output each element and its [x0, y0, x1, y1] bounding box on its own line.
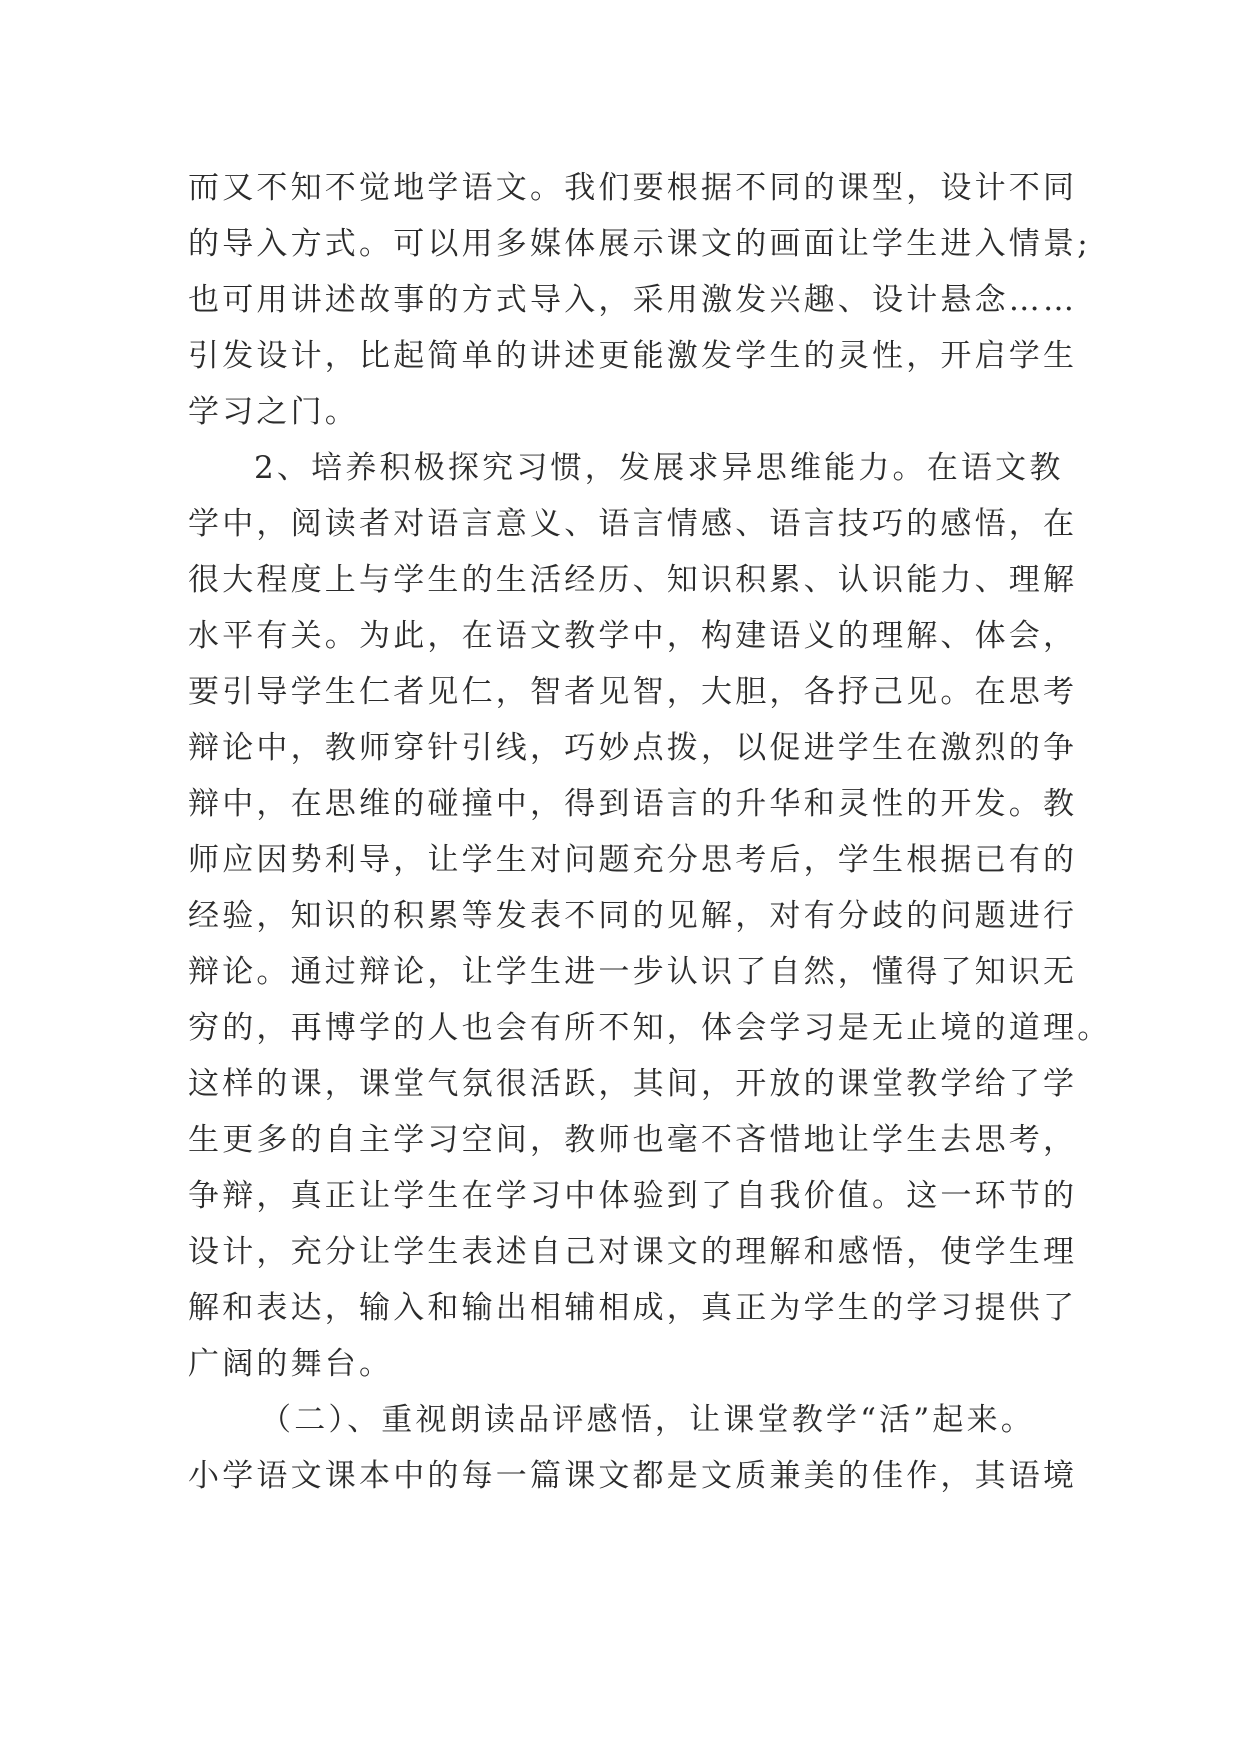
text-line: 也可用讲述故事的方式导入，采用激发兴趣、设计悬念…… — [188, 282, 1078, 318]
text-line: 学习之门。 — [188, 394, 359, 430]
text-line: 的导入方式。可以用多媒体展示课文的画面让学生进入情景; — [188, 226, 1091, 262]
text-line: 水平有关。为此，在语文教学中，构建语义的理解、体会， — [188, 618, 1078, 654]
text-line: 要引导学生仁者见仁，智者见智，大胆，各抒己见。在思考 — [188, 674, 1078, 710]
text-line: 经验，知识的积累等发表不同的见解，对有分歧的问题进行 — [188, 898, 1078, 934]
text-line: 辩中，在思维的碰撞中，得到语言的升华和灵性的开发。教 — [188, 786, 1078, 822]
text-line: 争辩，真正让学生在学习中体验到了自我价值。这一环节的 — [188, 1178, 1078, 1214]
text-line: 辩论中，教师穿针引线，巧妙点拨，以促进学生在激烈的争 — [188, 730, 1078, 766]
text-line: 设计，充分让学生表述自己对课文的理解和感悟，使学生理 — [188, 1234, 1078, 1270]
text-line: 引发设计，比起简单的讲述更能激发学生的灵性，开启学生 — [188, 338, 1078, 374]
text-line: 而又不知不觉地学语文。我们要根据不同的课型，设计不同 — [188, 170, 1078, 206]
section-heading-line: 2、培养积极探究习惯，发展求异思维能力。在语文教 — [254, 450, 1064, 486]
text-line: 穷的，再博学的人也会有所不知，体会学习是无止境的道理。 — [188, 1010, 1112, 1046]
text-line: 学中，阅读者对语言意义、语言情感、语言技巧的感悟，在 — [188, 506, 1078, 542]
text-line: 小学语文课本中的每一篇课文都是文质兼美的佳作，其语境 — [188, 1458, 1078, 1494]
text-line: 解和表达，输入和输出相辅相成，真正为学生的学习提供了 — [188, 1290, 1078, 1326]
text-line: 很大程度上与学生的生活经历、知识积累、认识能力、理解 — [188, 562, 1078, 598]
section-heading-line: （二）、重视朗读品评感悟，让课堂教学“活”起来。 — [260, 1402, 1035, 1438]
text-line: 辩论。通过辩论，让学生进一步认识了自然，懂得了知识无 — [188, 954, 1078, 990]
text-line: 广阔的舞台。 — [188, 1346, 394, 1382]
text-line: 这样的课，课堂气氛很活跃，其间，开放的课堂教学给了学 — [188, 1066, 1078, 1102]
document-body — [188, 160, 1112, 1504]
text-line: 生更多的自主学习空间，教师也毫不吝惜地让学生去思考， — [188, 1122, 1078, 1158]
text-line: 师应因势利导，让学生对问题充分思考后，学生根据已有的 — [188, 842, 1078, 878]
